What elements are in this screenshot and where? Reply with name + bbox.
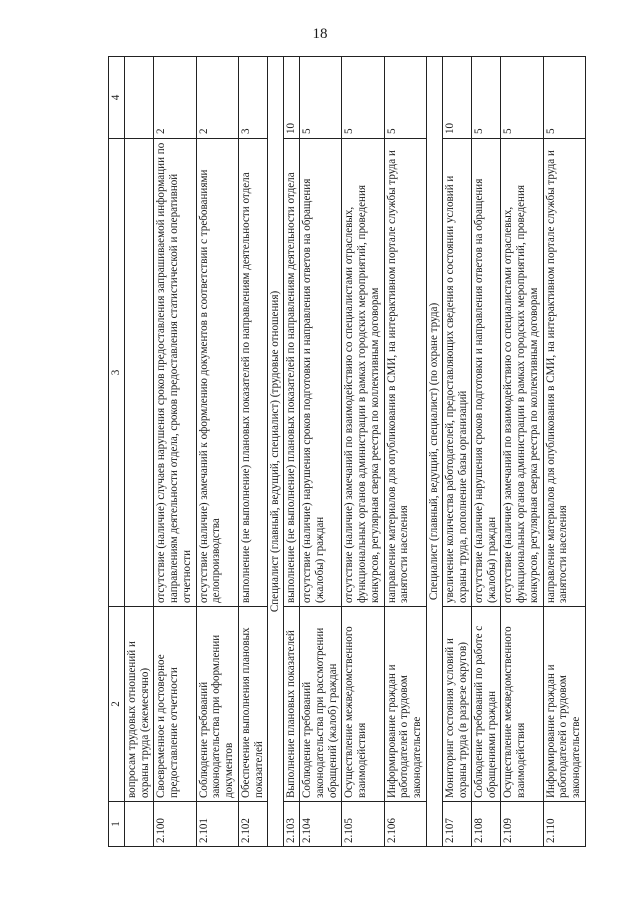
header-col-2: 2 [109, 607, 125, 802]
table-row [443, 57, 472, 847]
criteria-table [108, 56, 586, 847]
page-number: 18 [312, 26, 328, 42]
table-row [342, 57, 384, 847]
cell-number: 2.104 [300, 802, 342, 847]
cell-indicator: Соблюдение требований законодательства при рассмотрении обращений (жалоб) граждан [300, 607, 342, 802]
cell-indicator: вопросам трудовых отношений и охраны труда (ежемесячно) [125, 607, 154, 802]
cell-criterion: выполнение (не выполнение) плановых показателей по направлениям деятельности отдела [238, 139, 267, 607]
cell-points: 5 [342, 57, 384, 139]
cell-points: 5 [472, 57, 501, 139]
cell-indicator: Мониторинг состояния условий и охраны труда (в разрезе округов) [443, 607, 472, 802]
continuation-row [125, 57, 154, 847]
cell-criterion: отсутствие (наличие) случаев нарушения сроков предоставления запрашиваемой информации по направлениям деятельности отдела, сроков предоставления статистической и оперативной отчетности [154, 139, 196, 607]
cell-criterion: направление материалов для опубликования в СМИ, на интерактивном портале службы труда и занятости населения [543, 139, 585, 607]
table-row [154, 57, 196, 847]
cell-points: 10 [443, 57, 472, 139]
cell-indicator: Соблюдение требований законодательства при оформлении документов [196, 607, 238, 802]
cell-criterion: направление материалов для опубликования в СМИ, на интерактивном портале службы труда и занятости населения [384, 139, 426, 607]
cell-indicator: Информирование граждан и работодателей о трудовом законодательстве [384, 607, 426, 802]
cell-indicator: Осуществление межведомственного взаимодействия [342, 607, 384, 802]
header-col-4: 4 [109, 57, 125, 139]
cell-number: 2.109 [501, 802, 543, 847]
rotated-table-wrapper [108, 57, 586, 847]
table-row [384, 57, 426, 847]
cell-indicator: Соблюдение требований по работе с обращениями граждан [472, 607, 501, 802]
cell-number: 2.100 [154, 802, 196, 847]
cell-points: 5 [384, 57, 426, 139]
cell-number: 2.107 [443, 802, 472, 847]
header-col-1: 1 [109, 802, 125, 847]
section-heading: Специалист (главный, ведущий, специалист) (по охране труда) [426, 57, 442, 847]
cell-criterion: отсутствие (наличие) нарушения сроков подготовки и направления ответов на обращения (жалобы) граждан [300, 139, 342, 607]
table-row [284, 57, 300, 847]
cell-number: 2.103 [284, 802, 300, 847]
header-row [109, 57, 125, 847]
cell-points: 2 [154, 57, 196, 139]
criteria-table-container [108, 57, 586, 847]
table-row [196, 57, 238, 847]
cell-number: 2.110 [543, 802, 585, 847]
cell-points: 2 [196, 57, 238, 139]
cell-number: 2.106 [384, 802, 426, 847]
table-row [501, 57, 543, 847]
table-row [238, 57, 267, 847]
cell-indicator: Выполнение плановых показателей [284, 607, 300, 802]
cell-criterion: выполнение (не выполнение) плановых показателей по направлениям деятельности отдела [284, 139, 300, 607]
cell-criterion: отсутствие (наличие) замечаний к оформлению документов в соответствии с требованиями делопроизводства [196, 139, 238, 607]
cell-number: 2.108 [472, 802, 501, 847]
cell-criterion: отсутствие (наличие) замечаний по взаимодействию со специалистами отраслевых, функциональных органов администрации в рамках городских мероприятий, проведения конкурсов, регулярная сверка реестра по коллективным договорам [501, 139, 543, 607]
cell-empty [125, 139, 154, 607]
cell-points: 10 [284, 57, 300, 139]
cell-criterion: отсутствие (наличие) замечаний по взаимодействию со специалистами отраслевых, функциональных органов администрации в рамках городских мероприятий, проведения конкурсов, регулярная сверка реестра по коллективным договорам [342, 139, 384, 607]
header-col-3: 3 [109, 139, 125, 607]
table-row [472, 57, 501, 847]
table-row [543, 57, 585, 847]
cell-indicator: Информирование граждан и работодателей о трудовом законодательстве [543, 607, 585, 802]
section-row [267, 57, 283, 847]
cell-indicator: Своевременное и достоверное предоставление отчетности [154, 607, 196, 802]
cell-empty [125, 802, 154, 847]
cell-number: 2.102 [238, 802, 267, 847]
cell-points: 5 [300, 57, 342, 139]
cell-criterion: отсутствие (наличие) нарушения сроков подготовки и направления ответов на обращения (жалобы) граждан [472, 139, 501, 607]
cell-criterion: увеличение количества работодателей, предоставляющих сведения о состоянии условий и охраны труда, пополнение базы организаций [443, 139, 472, 607]
cell-indicator: Осуществление межведомственного взаимодействия [501, 607, 543, 802]
cell-points: 3 [238, 57, 267, 139]
cell-number: 2.105 [342, 802, 384, 847]
cell-indicator: Обеспечение выполнения плановых показателей [238, 607, 267, 802]
table-row [300, 57, 342, 847]
cell-empty [125, 57, 154, 139]
cell-points: 5 [543, 57, 585, 139]
cell-number: 2.101 [196, 802, 238, 847]
section-heading: Специалист (главный, ведущий, специалист) (трудовые отношения) [267, 57, 283, 847]
section-row [426, 57, 442, 847]
cell-points: 5 [501, 57, 543, 139]
